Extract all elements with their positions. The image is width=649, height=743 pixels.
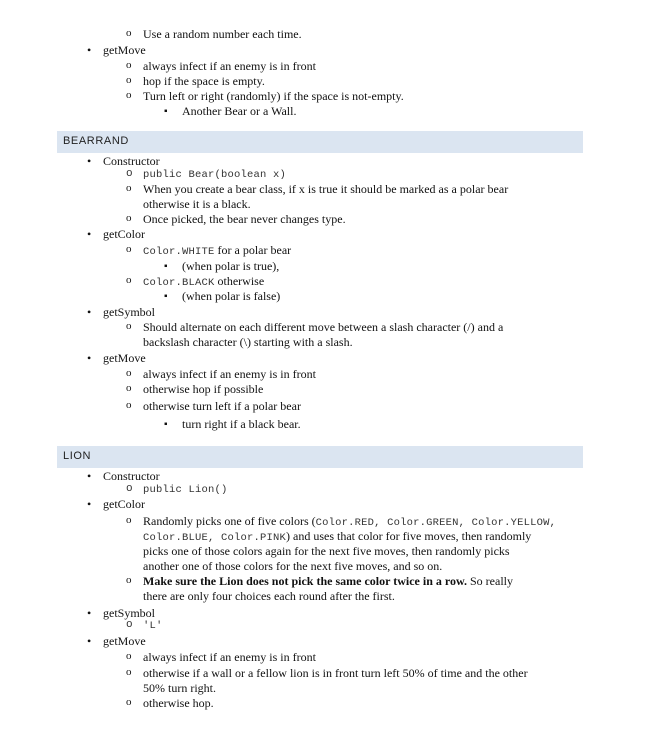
list-item: o otherwise if a wall or a fellow lion is in front turn left 50% of time and the other — [143, 666, 528, 681]
list-item-continuation: otherwise it is a black. — [143, 197, 251, 211]
list-item — [143, 243, 291, 260]
list-item: o otherwise hop. — [143, 696, 214, 711]
method-getcolor: • getColor — [103, 497, 145, 512]
constructor-signature: o public Bear(boolean x) — [143, 168, 286, 183]
list-item: ▪ (when polar is false) — [182, 289, 280, 304]
list-item — [143, 574, 513, 589]
method-constructor: • Constructor — [103, 154, 160, 169]
list-item: o otherwise turn left if a polar bear — [143, 399, 301, 414]
list-item-text: ) and uses that color for five moves, then randomly — [286, 529, 532, 543]
list-item: ▪ turn right if a black bear. — [182, 417, 301, 432]
list-item-text: otherwise — [214, 274, 265, 288]
method-getmove: • getMove — [103, 634, 146, 649]
list-item: o always infect if an enemy is in front — [143, 650, 316, 665]
list-item: o Turn left or right (randomly) if the space is not-empty. — [143, 89, 404, 104]
code-colors: Color.BLUE, Color.PINK — [143, 532, 287, 544]
method-getcolor: • getColor — [103, 227, 145, 242]
list-item: o hop if the space is empty. — [143, 74, 265, 89]
list-item: o otherwise hop if possible — [143, 382, 263, 397]
section-header-bearrand — [57, 131, 583, 153]
method-getsymbol: • getSymbol — [103, 606, 155, 621]
code-color-white: Color.WHITE — [143, 246, 215, 258]
list-item: ▪ (when polar is true), — [182, 259, 279, 274]
list-item-text: Randomly picks one of five colors ( — [143, 514, 316, 528]
list-item-continuation: there are only four choices each round after the first. — [143, 589, 395, 603]
list-item-text: for a polar bear — [214, 243, 292, 257]
list-item: o always infect if an enemy is in front — [143, 59, 316, 74]
method-getmove: • getMove — [103, 43, 146, 58]
section-header-lion — [57, 446, 583, 468]
list-item: o always infect if an enemy is in front — [143, 367, 316, 382]
list-item: o Use a random number each time. — [143, 27, 302, 42]
method-getmove: • getMove — [103, 351, 146, 366]
section-title: BEARRAND — [63, 135, 129, 147]
list-item: o Once picked, the bear never changes type. — [143, 212, 346, 227]
list-item: o When you create a bear class, if x is true it should be marked as a polar bear — [143, 182, 508, 197]
list-item: o Should alternate on each different move between a slash character (/) and a — [143, 320, 503, 335]
emphasis-text: Make sure the Lion does not pick the same color twice in a row. — [143, 574, 467, 588]
list-item-continuation: picks one of those colors again for the next five moves, then randomly picks — [143, 544, 510, 558]
list-item-continuation: another one of those colors for the next five moves, and so on. — [143, 559, 443, 573]
code-color-black: Color.BLACK — [143, 277, 215, 289]
constructor-signature: o public Lion() — [143, 483, 228, 498]
method-getsymbol: • getSymbol — [103, 305, 155, 320]
section-title: LION — [63, 450, 92, 462]
method-constructor: • Constructor — [103, 469, 160, 484]
list-item-continuation: backslash character (\) starting with a slash. — [143, 335, 353, 349]
list-item-continuation: 50% turn right. — [143, 681, 216, 695]
symbol-value: o 'L' — [143, 619, 163, 634]
code-colors: Color.RED, Color.GREEN, Color.YELLOW, — [315, 517, 557, 529]
list-item-text: So really — [467, 574, 513, 588]
list-item: ▪ Another Bear or a Wall. — [182, 104, 296, 119]
